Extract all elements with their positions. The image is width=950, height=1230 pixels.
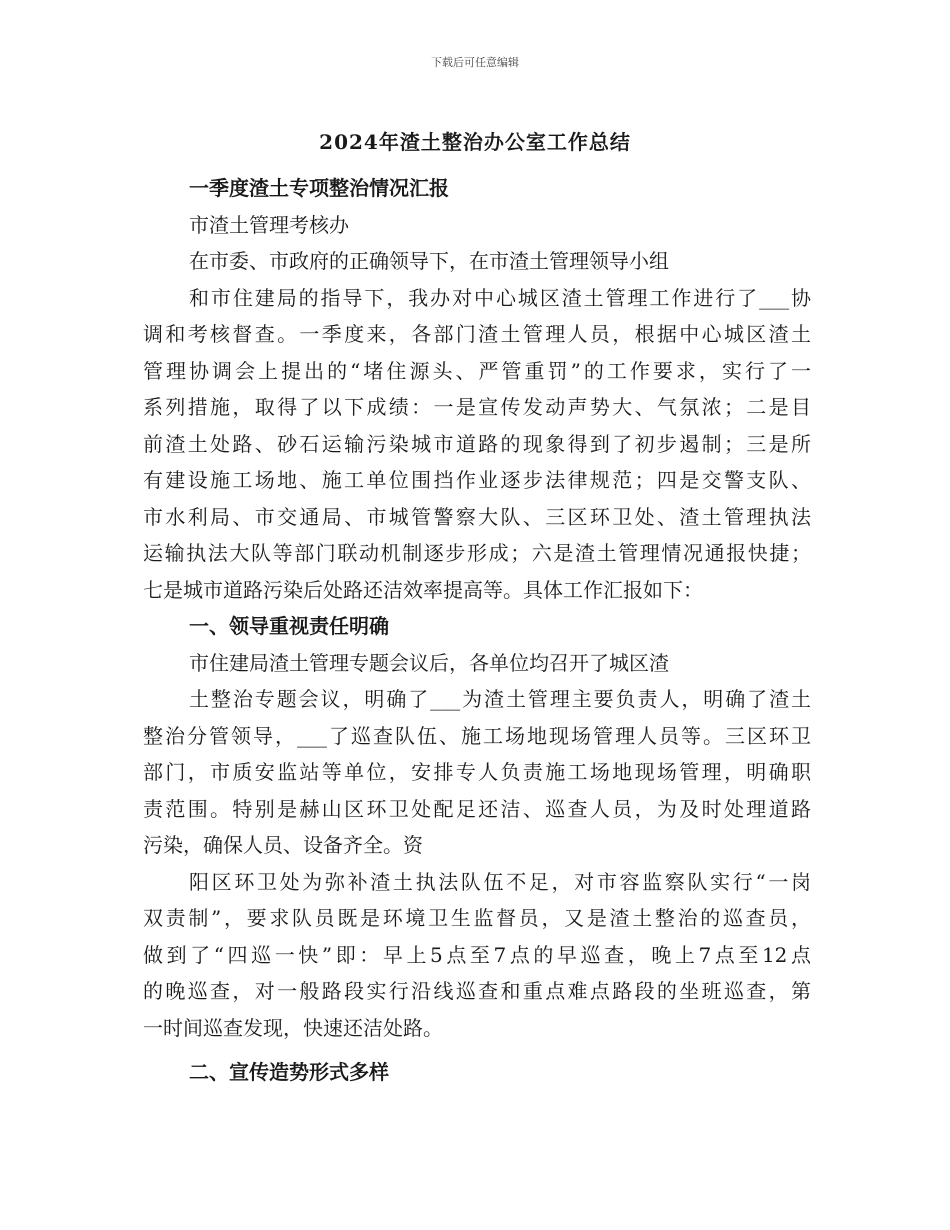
- section-heading: 一季度渣土专项整治情况汇报: [189, 176, 449, 200]
- paragraph-line: 土整治专题会议，明确了___为渣土管理主要负责人，明确了渣土: [189, 687, 811, 711]
- paragraph-line: 运输执法大队等部门联动机制逐步形成；六是渣土管理情况通报快捷；: [143, 541, 811, 565]
- header-note: 下载后可任意编辑: [431, 56, 519, 69]
- paragraph-line: 部门，市质安监站等单位，安排专人负责施工场地现场管理，明确职: [143, 760, 811, 784]
- paragraph-line: 的晚巡查，对一般路段实行沿线巡查和重点难点路段的坐班巡查，第: [143, 979, 811, 1003]
- paragraph-line: 污染，确保人员、设备齐全。资: [143, 833, 423, 857]
- paragraph-line: 调和考核督查。一季度来，各部门渣土管理人员，根据中心城区渣土: [143, 322, 811, 346]
- document-body: [143, 170, 811, 1091]
- paragraph-line: 市住建局渣土管理专题会议后，各单位均召开了城区渣: [189, 650, 669, 675]
- paragraph-line: 和市住建局的指导下，我办对中心城区渣土管理工作进行了___协: [189, 285, 811, 310]
- spacer: [143, 1046, 811, 1054]
- paragraph-line: 在市委、市政府的正确领导下，在市渣土管理领导小组: [189, 249, 669, 273]
- paragraph-line: 整治分管领导，___了巡查队伍、施工场地现场管理人员等。三区环卫: [143, 723, 811, 748]
- paragraph-line: 七是城市道路污染后处路还洁效率提高等。具体工作汇报如下：: [143, 577, 703, 602]
- paragraph-line: 系列措施，取得了以下成绩：一是宣传发动声势大、气氛浓；二是目: [143, 395, 811, 419]
- author-line: 市渣土管理考核办: [189, 212, 349, 237]
- section-heading: 二、宣传造势形式多样: [189, 1060, 389, 1084]
- section-heading: 一、领导重视责任明确: [189, 614, 389, 638]
- paragraph-line: 责范围。特别是赫山区环卫处配足还洁、巡查人员，为及时处理道路: [143, 796, 811, 821]
- paragraph-line: 管理协调会上提出的“堵住源头、严管重罚”的工作要求，实行了一: [143, 358, 811, 383]
- paragraph-line: 阳区环卫处为弥补渣土执法队伍不足，对市容监察队实行“一岗: [189, 869, 811, 894]
- paragraph-line: 市水利局、市交通局、市城管警察大队、三区环卫处、渣土管理执法: [143, 504, 811, 529]
- document-title: 2024年渣土整治办公室工作总结: [319, 130, 631, 154]
- paragraph-line: 做到了“四巡一快”即：早上5点至7点的早巡查，晚上7点至12点: [143, 942, 811, 967]
- paragraph-line: 有建设施工场地、施工单位围挡作业逐步法律规范；四是交警支队、: [143, 468, 811, 492]
- paragraph-line: 前渣土处路、砂石运输污染城市道路的现象得到了初步遏制；三是所: [143, 431, 811, 456]
- paragraph-line: 一时间巡查发现，快速还洁处路。: [143, 1015, 443, 1040]
- paragraph-line: 双责制”，要求队员既是环境卫生监督员，又是渣土整治的巡查员，: [143, 906, 811, 930]
